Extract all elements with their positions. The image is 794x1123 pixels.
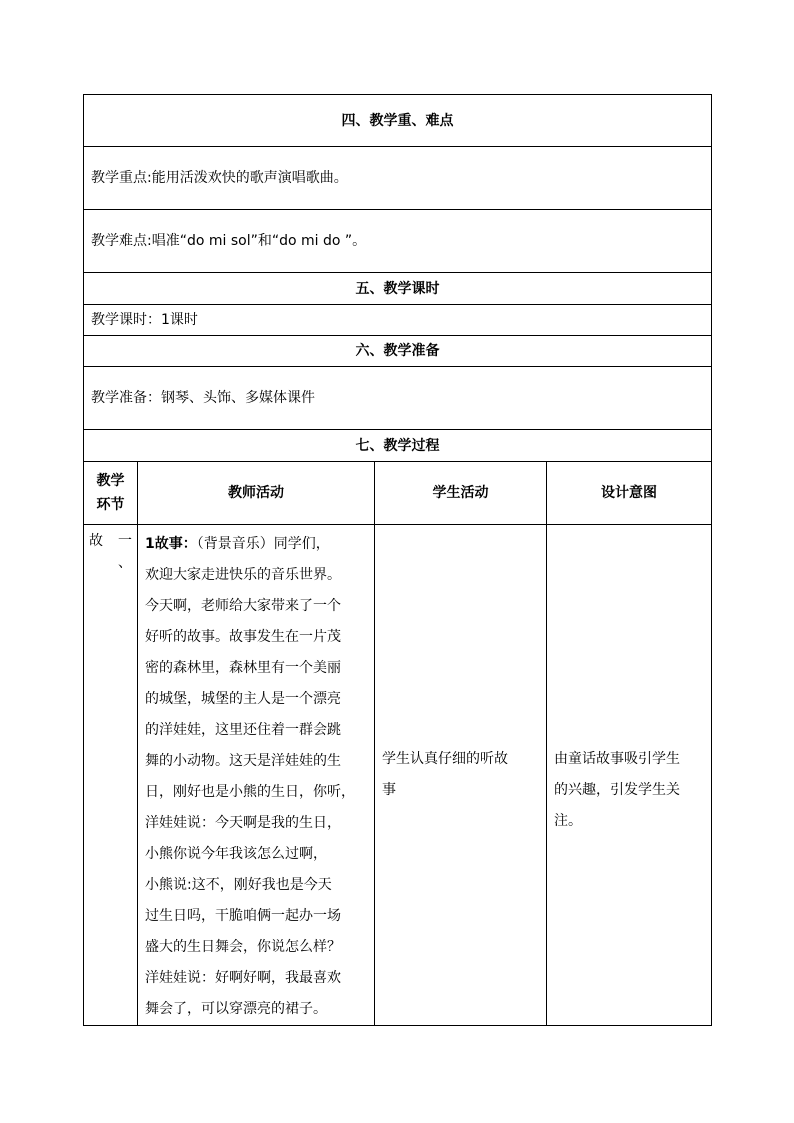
header-teacher-activity: 教师活动 (138, 462, 375, 525)
student-line-1: 学生认真仔细的听故 (382, 751, 508, 767)
teacher-line-15: 洋娃娃说：好啊好啊，我最喜欢 (145, 970, 341, 986)
teacher-line-8: 舞的小动物。这天是洋娃娃的生 (145, 753, 341, 769)
teacher-line-5: 密的森林里，森林里有一个美丽 (145, 660, 341, 676)
teacher-line-13: 过生日吗，干脆咱俩一起办一场 (145, 908, 341, 924)
teacher-line-3: 今天啊，老师给大家带来了一个 (145, 598, 341, 614)
stage-mark-1: 一 (118, 533, 132, 549)
difficulty-text: 教学难点:唱准“do mi sol”和“do mi do ”。 (84, 210, 712, 273)
section-4-title: 四、教学重、难点 (84, 95, 712, 147)
lesson-plan-table (83, 94, 712, 1026)
process-row (84, 525, 712, 1026)
section-7-title: 七、教学过程 (84, 430, 712, 462)
header-design-intent: 设计意图 (547, 462, 712, 525)
stage-cell (84, 525, 138, 1026)
class-hours-text: 教学课时：1课时 (84, 305, 712, 336)
student-line-2: 事 (382, 782, 396, 798)
teacher-line-1-text: （背景音乐）同学们， (196, 536, 330, 552)
header-stage-line2: 环节 (96, 497, 125, 513)
teacher-line-9: 日，刚好也是小熊的生日，你听， (145, 784, 355, 800)
teacher-line-11: 小熊你说今年我该怎么过啊， (145, 846, 327, 862)
teacher-line-14: 盛大的生日舞会，你说怎么样？ (145, 939, 341, 955)
teacher-line-1 (145, 529, 372, 560)
stage-mark-2: 、 (118, 555, 132, 571)
teacher-line-10: 洋娃娃说：今天啊是我的生日， (145, 815, 341, 831)
stage-char: 故 (89, 533, 103, 549)
teacher-activity-cell (138, 525, 375, 1026)
teacher-line-6: 的城堡，城堡的主人是一个漂亮 (145, 691, 341, 707)
story-label: 1故事： (145, 536, 197, 552)
teacher-line-7: 的洋娃娃，这里还住着一群会跳 (145, 722, 341, 738)
student-activity-cell (375, 525, 547, 1026)
header-student-activity: 学生活动 (375, 462, 547, 525)
process-header-row (84, 462, 712, 525)
preparation-text: 教学准备：钢琴、头饰、多媒体课件 (84, 367, 712, 430)
teacher-line-4: 好听的故事。故事发生在一片茂 (145, 629, 341, 645)
section-5-title: 五、教学课时 (84, 273, 712, 305)
intent-line-3: 注。 (554, 813, 582, 829)
header-stage-line1: 教学 (96, 473, 125, 489)
teacher-line-2: 欢迎大家走进快乐的音乐世界。 (145, 567, 341, 583)
teacher-line-16: 舞会了，可以穿漂亮的裙子。 (145, 1001, 327, 1017)
teacher-line-12: 小熊说:这不，刚好我也是今天 (145, 877, 332, 893)
intent-line-1: 由童话故事吸引学生 (554, 751, 680, 767)
header-stage (84, 462, 138, 525)
intent-line-2: 的兴趣，引发学生关 (554, 782, 680, 798)
key-point-text: 教学重点:能用活泼欢快的歌声演唱歌曲。 (84, 147, 712, 210)
design-intent-cell (547, 525, 712, 1026)
section-6-title: 六、教学准备 (84, 336, 712, 367)
